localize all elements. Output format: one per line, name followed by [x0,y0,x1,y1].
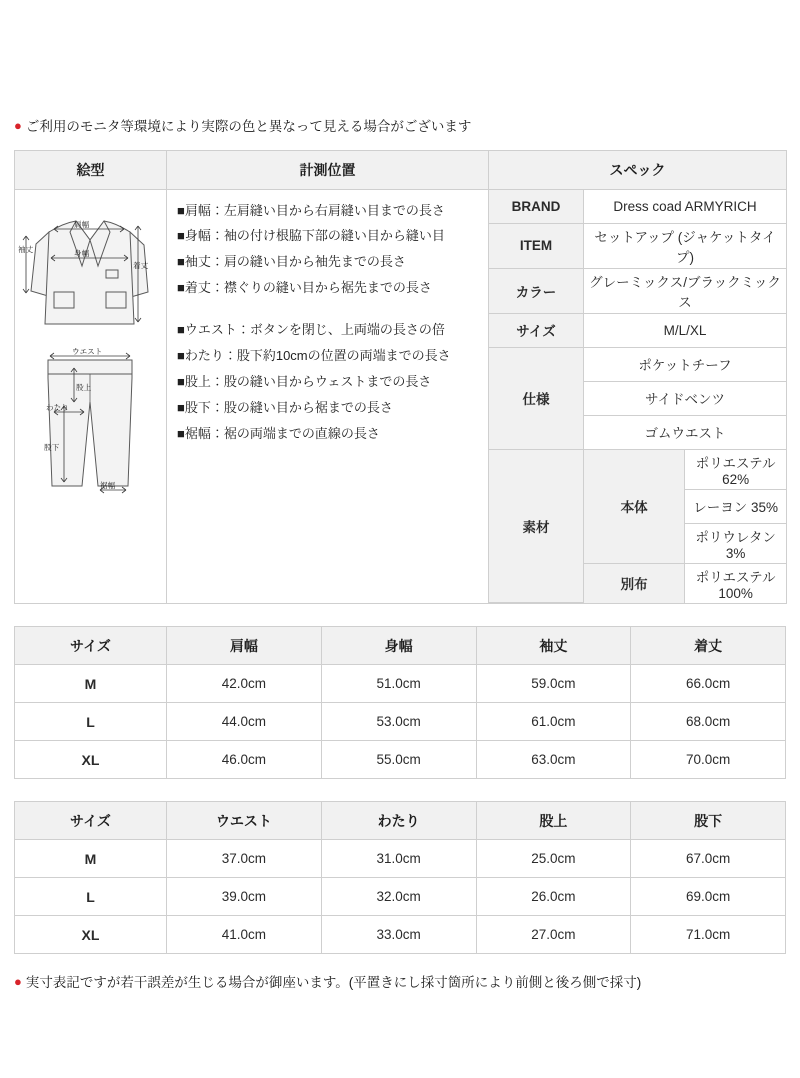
cell-waist: 37.0cm [167,840,322,878]
jacket-drawing-icon [18,196,164,346]
label-thigh: わたり [45,402,69,412]
cell-sleeve-length: 63.0cm [476,741,631,779]
list-item: ■わたり：股下約10cmの位置の両端までの長さ [177,348,451,364]
color-notice-text: ご利用のモニタ等環境により実際の色と異なって見える場合がございます [25,119,472,134]
list-item: ■ウエスト：ボタンを閉じ、上両端の長さの倍 [177,322,445,338]
cell-thigh: 31.0cm [321,840,476,878]
row-label: XL [15,916,167,954]
header-shoulder-width: 肩幅 [167,627,322,665]
measurement-notice [14,974,786,992]
table-header-row [15,627,786,665]
illustration-jacket [18,196,164,498]
bullet-icon: ● [14,974,22,990]
measure-position-cell [167,189,489,604]
jacket-size-table [14,626,786,779]
header-rise: 股上 [476,802,631,840]
cell-rise: 27.0cm [476,916,631,954]
label-shoulder-width: 肩幅 [73,219,89,229]
spec-row-size [489,313,786,347]
spec-value-feature-2: サイドベンツ [584,381,787,415]
spec-label-item: ITEM [489,223,584,268]
size-chart-page [0,118,800,1078]
label-hem-width: 裾幅 [99,480,115,490]
spec-value-item: セットアップ (ジャケットタイプ) [584,223,787,268]
header-waist: ウエスト [167,802,322,840]
cell-jacket-length: 70.0cm [631,741,786,779]
cell-waist: 41.0cm [167,916,322,954]
pants-drawing-icon [18,346,164,498]
bullet-icon: ● [14,118,22,133]
garment-illustration-cell [15,189,167,604]
spec-detail-table [489,190,786,604]
table-row [15,703,786,741]
spec-label-color: カラー [489,268,584,313]
list-item: ■裾幅：裾の両端までの直線の長さ [177,426,380,442]
cell-jacket-length: 68.0cm [631,703,786,741]
label-sleeve-length: 袖丈 [17,244,33,254]
table-row [15,916,786,954]
header-thigh: わたり [321,802,476,840]
label-inseam: 股下 [43,442,59,452]
spec-row-material-1 [489,449,786,489]
spec-value-material-main-3: ポリウレタン 3% [685,523,786,563]
row-label: XL [15,741,167,779]
table-header-row [15,802,786,840]
cell-thigh: 32.0cm [321,878,476,916]
spec-cell [489,189,787,604]
spec-value-size: M/L/XL [584,313,787,347]
spec-value-material-main-1: ポリエステル 62% [685,449,786,489]
list-item: ■身幅：袖の付け根脇下部の縫い目から縫い目 [177,228,445,244]
cell-rise: 25.0cm [476,840,631,878]
header-measure-position: 計測位置 [167,150,489,189]
header-spec: スペック [489,150,787,189]
list-item: ■股下：股の縫い目から裾までの長さ [177,400,393,416]
cell-sleeve-length: 59.0cm [476,665,631,703]
list-item: ■股上：股の縫い目からウェストまでの長さ [177,374,432,390]
cell-chest-width: 53.0cm [321,703,476,741]
table-row [15,878,786,916]
cell-shoulder-width: 44.0cm [167,703,322,741]
list-item: ■肩幅：左肩縫い目から右肩縫い目までの長さ [177,202,445,218]
spec-value-feature-3: ゴムウエスト [584,415,787,449]
cell-inseam: 67.0cm [631,840,786,878]
spec-value-color: グレーミックス/ブラックミックス [584,268,787,313]
header-chest-width: 身幅 [321,627,476,665]
table-body-row [15,189,787,604]
spec-value-material-sub: ポリエステル 100% [695,569,776,601]
spec-label-material-sub: 別布 [584,563,685,603]
row-label: M [15,665,167,703]
label-rise: 股上 [75,382,91,392]
list-item: ■袖丈：肩の縫い目から袖先までの長さ [177,254,406,270]
cell-inseam: 69.0cm [631,878,786,916]
row-label: L [15,703,167,741]
cell-inseam: 71.0cm [631,916,786,954]
spec-row-item [489,223,786,268]
spec-row-feature-1 [489,347,786,381]
spec-label-material: 素材 [489,449,584,603]
spec-label-brand: BRAND [489,190,584,224]
cell-jacket-length: 66.0cm [631,665,786,703]
spec-value-feature-1: ポケットチーフ [584,347,787,381]
measurement-notice-text: 実寸表記ですが若干誤差が生じる場合が御座います。(平置きにし採寸箇所により前側と後ろ側で採寸) [25,975,642,991]
cell-thigh: 33.0cm [321,916,476,954]
table-row [15,665,786,703]
list-item: ■着丈：襟ぐりの縫い目から裾先までの長さ [177,280,432,296]
spec-label-feature: 仕様 [489,347,584,449]
spec-row-brand [489,190,786,224]
measure-list-gap [177,307,480,323]
table-header-row [15,150,787,189]
spec-row-color [489,268,786,313]
pants-size-table [14,801,786,954]
header-drawing: 絵型 [15,150,167,189]
spec-overview-table [14,150,787,605]
spec-label-material-main: 本体 [584,449,685,563]
cell-rise: 26.0cm [476,878,631,916]
row-label: L [15,878,167,916]
header-jacket-length: 着丈 [631,627,786,665]
table-row [15,840,786,878]
header-sleeve-length: 袖丈 [476,627,631,665]
header-inseam: 股下 [631,802,786,840]
label-chest-width: 身幅 [73,248,89,258]
spec-value-brand: Dress coad ARMYRICH [584,190,787,224]
pants-measure-list [177,323,480,442]
header-size: サイズ [15,627,167,665]
spec-label-size: サイズ [489,313,584,347]
cell-shoulder-width: 42.0cm [167,665,322,703]
cell-waist: 39.0cm [167,878,322,916]
header-size: サイズ [15,802,167,840]
cell-shoulder-width: 46.0cm [167,741,322,779]
jacket-measure-list [177,204,480,297]
cell-sleeve-length: 61.0cm [476,703,631,741]
cell-chest-width: 51.0cm [321,665,476,703]
row-label: M [15,840,167,878]
color-notice [14,118,786,136]
label-waist: ウエスト [71,346,102,356]
table-row [15,741,786,779]
cell-chest-width: 55.0cm [321,741,476,779]
spec-value-material-main-2: レーヨン 35% [685,489,786,523]
label-jacket-length: 着丈 [132,260,148,270]
